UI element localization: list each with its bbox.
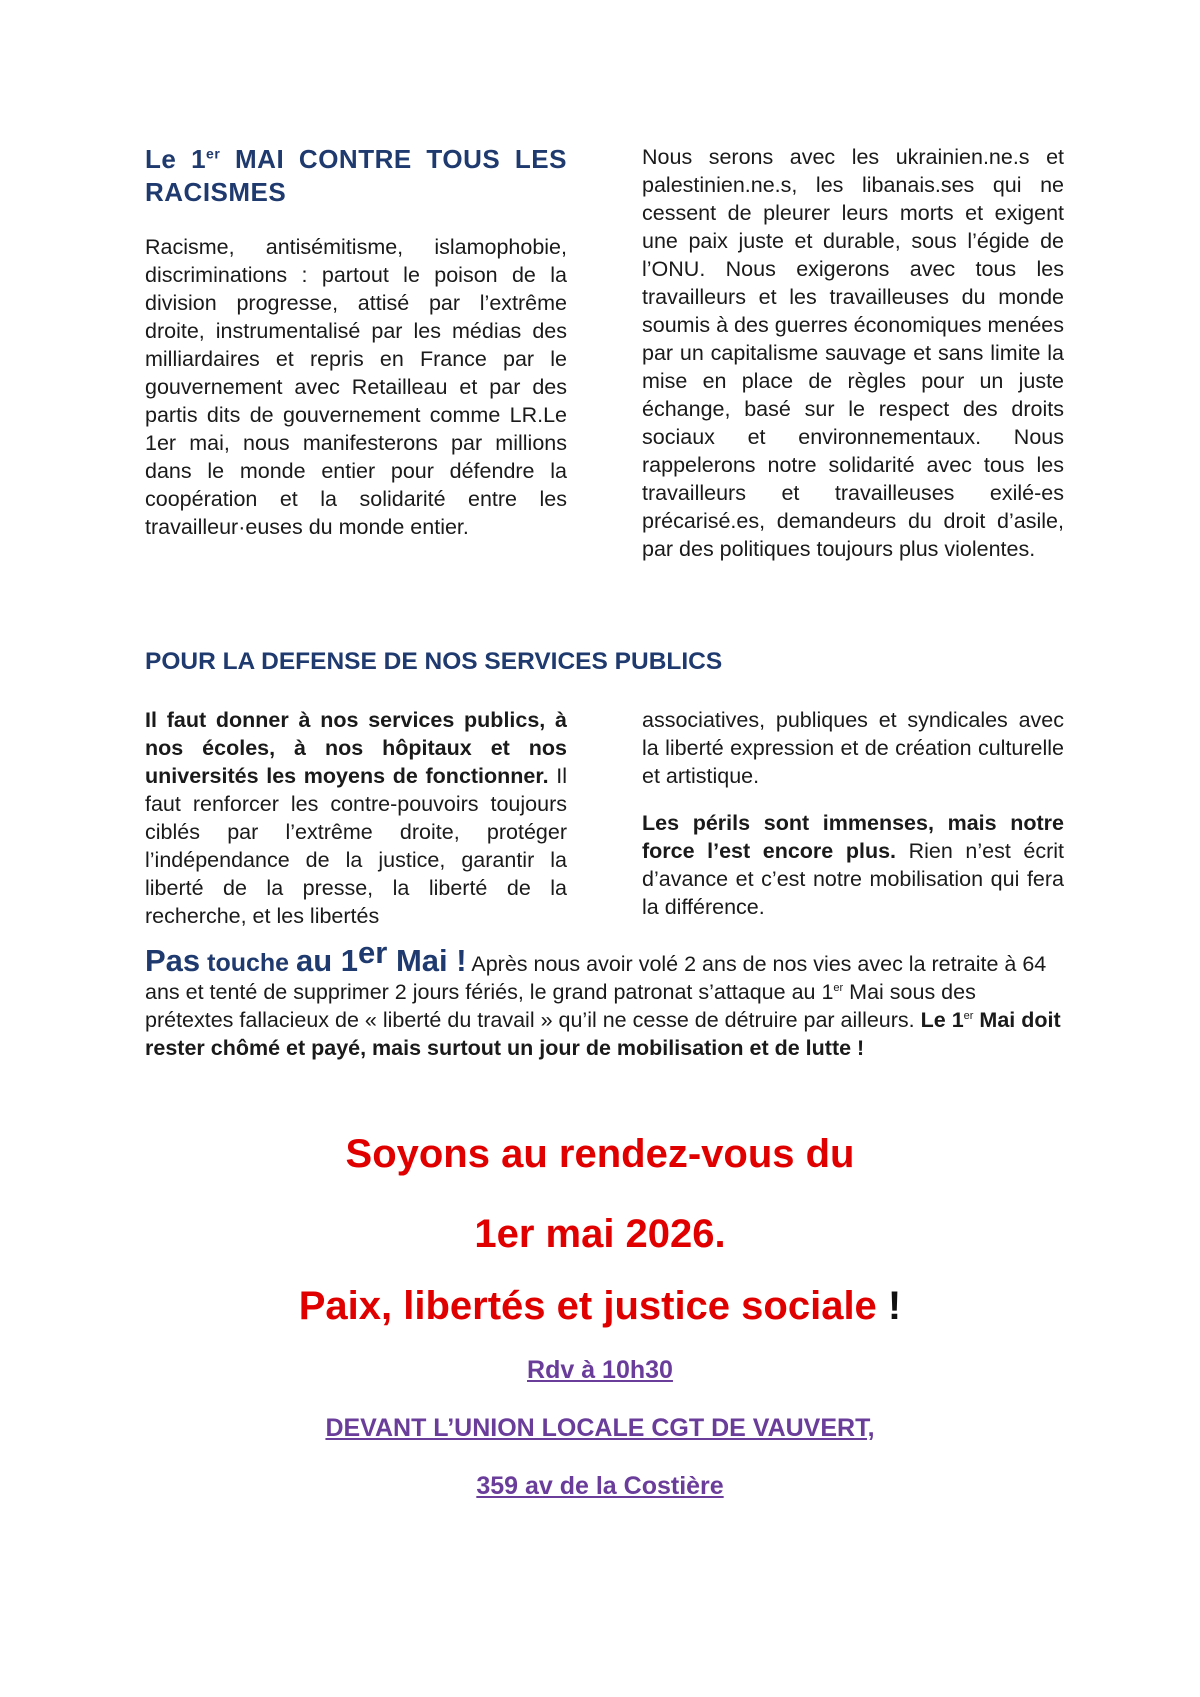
title-prefix: Le 1 [145, 144, 207, 174]
racismes-paragraph [145, 233, 567, 541]
title-suffix: MAI CONTRE TOUS LES RACISMES [145, 144, 567, 207]
solidarite-body: Nous serons avec les ukrainien.ne.s et palestinien.ne.s, les libanais.ses qui ne cessent de pleurer leurs morts et exigent une paix juste et durable, sous l’égide de l’ONU. Nous exigerons avec tous les travailleurs et les travailleuses du monde soumis à des guerres économiques menées par un capitalisme sauvage et sans limite la mise en place de règles pour un juste échange, basé sur le respect des droits sociaux et environnementaux. Nous rappelerons notre solidarité avec tous les travailleurs et travailleuses exilé-es précarisé.es, demandeurs du droit d’asile, par des politiques toujours plus violentes. [642, 145, 1064, 561]
services-right-text: Rien n’est écrit d’avance et c’est notre mobilisation qui fera la différence. [642, 839, 1064, 919]
pas-touche-text-1: Après nous avoir volé 2 ans de nos vies avec la retraite à 64 ans et tenté de supprimer 2 jours fériés, le grand patronat s’attaque au 1 [145, 952, 1047, 1004]
solidarite-paragraph [642, 143, 1064, 563]
rdv-time: Rdv à 10h30 [527, 1356, 673, 1384]
pas-touche-word-2: touche [200, 949, 297, 977]
services-left-paragraph [145, 706, 567, 930]
services-left-column [145, 706, 567, 930]
services-left-text: Il faut renforcer les contre-pouvoirs toujours ciblés par l’extrême droite, protéger l’indépendance de la justice, garantir la liberté de la presse, la liberté de la recherche, et les libertés [145, 764, 567, 928]
services-right-paragraph-1: associatives, publiques et syndicales avec la liberté expression et de création culturelle et artistique. [642, 708, 1064, 788]
services-right-column [642, 706, 1064, 921]
appel-exclamation: ! [876, 1284, 902, 1328]
services-left-bold: Il faut donner à nos services publics, à nos écoles, à nos hôpitaux et nos universités les moyens de fonctionner. [145, 708, 567, 788]
pas-touche-text-2: Mai sous des prétextes fallacieux de « liberté du travail » qu’il ne cesse de détruire par ailleurs. [145, 980, 976, 1032]
services-right-bold: Les périls sont immenses, mais notre force l’est encore plus. [642, 811, 1064, 863]
pas-touche-word-3: au 1 [296, 943, 359, 978]
services-right-paragraph-2 [642, 809, 1064, 921]
pas-touche-bold-1: Le 1 [920, 1008, 964, 1032]
section-title-racismes [145, 143, 567, 209]
pas-touche-bold-2: Mai doit rester chômé et payé, mais surtout un jour de mobilisation et de lutte ! [145, 1008, 1061, 1060]
appel-slogan: Paix, libertés et justice sociale [298, 1284, 877, 1328]
rdv-address: 359 av de la Costière [476, 1472, 724, 1500]
title-superscript: er [206, 145, 221, 162]
pas-touche-superscript-2: er [833, 981, 844, 994]
racismes-body: Racisme, antisémitisme, islamophobie, discriminations : partout le poison de la division progresse, attisé par l’extrême droite, instrumentalisé par les médias des milliardaires et repris en France par le gouvernement avec Retailleau et par des partis dits de gouvernement comme LR.Le 1er mai, nous manifesterons par millions dans le monde entier pour défendre la coopération et la solidarité entre les travailleur·euses du monde entier. [145, 235, 567, 539]
pas-touche-superscript: er [358, 934, 388, 970]
pas-touche-word-1: Pas [145, 943, 201, 978]
appel-line-2: 1er mai 2026. [474, 1212, 726, 1256]
appel-line-3 [0, 1282, 1200, 1330]
appel-line-1: Soyons au rendez-vous du [345, 1132, 855, 1176]
rdv-place: DEVANT L’UNION LOCALE CGT DE VAUVERT, [325, 1414, 875, 1442]
pas-touche-word-4: Mai ! [387, 943, 467, 978]
pas-touche-paragraph [145, 934, 1067, 1062]
pas-touche-superscript-3: er [963, 1009, 974, 1022]
section-title-services: POUR LA DEFENSE DE NOS SERVICES PUBLICS [145, 648, 723, 675]
